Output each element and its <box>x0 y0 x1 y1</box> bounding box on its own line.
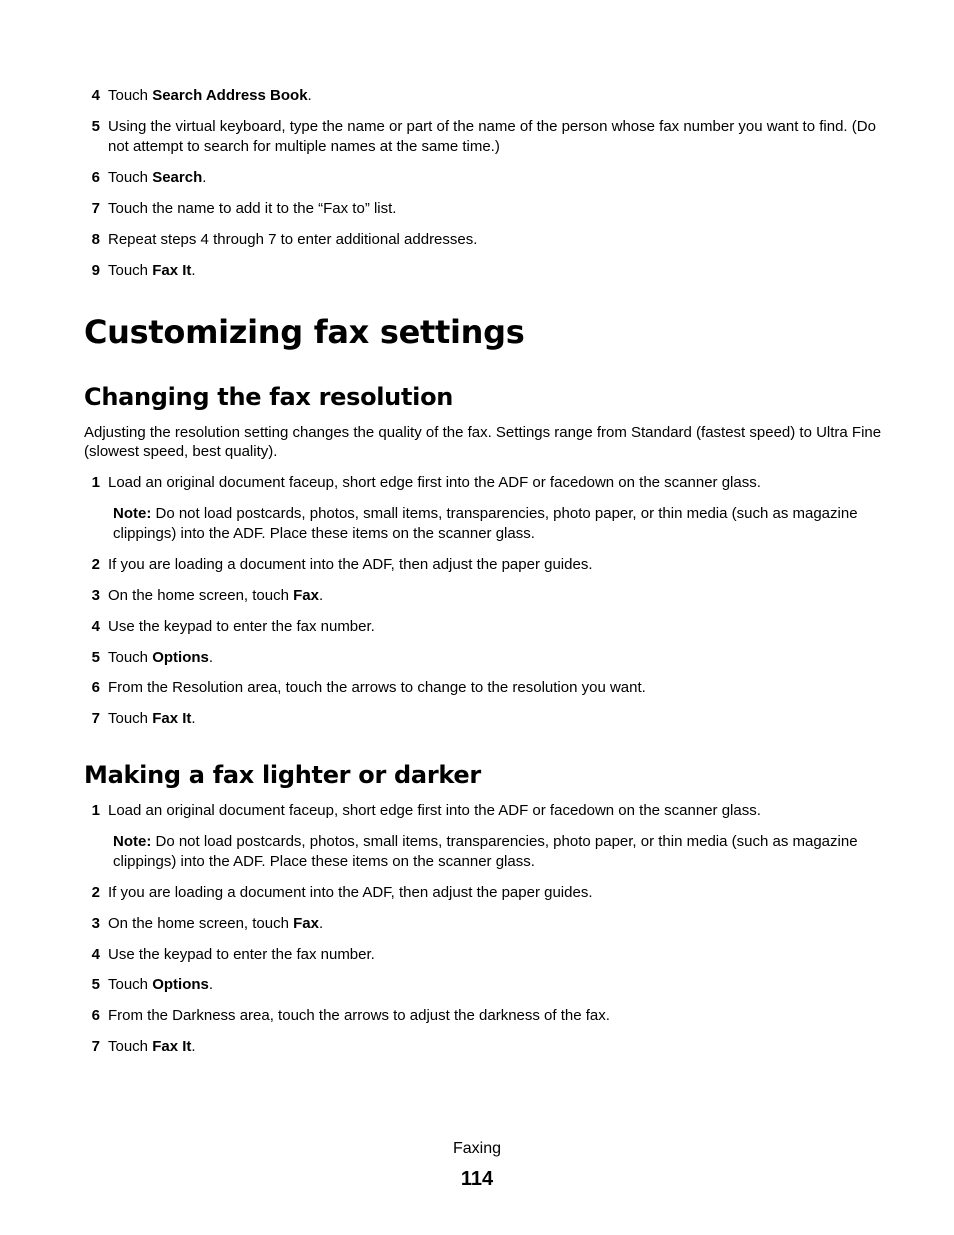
step-text: Touch Fax It. <box>108 1038 196 1055</box>
note-text: Do not load postcards, photos, small items, transparencies, photo paper, or thin media (such as magazine clippings) into the ADF. Place these items on the scanner glass. <box>113 833 858 870</box>
section-heading-darkness: Making a fax lighter or darker <box>84 761 481 789</box>
step-number: 8 <box>91 231 100 248</box>
note-label: Note: <box>113 505 152 522</box>
step-text: If you are loading a document into the ADF, then adjust the paper guides. <box>108 556 593 573</box>
step-text: Touch Options. <box>108 649 214 666</box>
step-number: 6 <box>91 169 100 186</box>
step-text: Load an original document faceup, short edge first into the ADF or facedown on the scanner glass. <box>108 802 761 819</box>
step-text: Touch the name to add it to the “Fax to” list. <box>108 200 397 217</box>
step-text: Repeat steps 4 through 7 to enter additional addresses. <box>108 231 478 248</box>
step-text: Touch Fax It. <box>108 262 196 279</box>
step-number: 7 <box>91 710 100 727</box>
step-number: 5 <box>91 976 100 993</box>
step-text: Touch Search Address Book. <box>108 87 312 104</box>
step-text: Using the virtual keyboard, type the name or part of the name of the person whose fax number you want to find. (Do not attempt to search for multiple names at the same time.) <box>108 118 876 155</box>
step-number: 6 <box>91 679 100 696</box>
step-text: Touch Fax It. <box>108 710 196 727</box>
step-number: 7 <box>91 1038 100 1055</box>
step-text: On the home screen, touch Fax. <box>108 915 324 932</box>
step-number: 7 <box>91 200 100 217</box>
step-number: 5 <box>91 649 100 666</box>
step-number: 9 <box>91 262 100 279</box>
step-text: Use the keypad to enter the fax number. <box>108 946 375 963</box>
step-text: Use the keypad to enter the fax number. <box>108 618 375 635</box>
step-text: Touch Search. <box>108 169 207 186</box>
page-number: 114 <box>460 1168 494 1190</box>
step-number: 4 <box>91 618 100 635</box>
step-number: 2 <box>91 556 100 573</box>
note-text: Do not load postcards, photos, small items, transparencies, photo paper, or thin media (such as magazine clippings) into the ADF. Place these items on the scanner glass. <box>113 505 858 542</box>
main-heading: Customizing fax settings <box>84 313 525 351</box>
note <box>113 504 883 544</box>
step-number: 2 <box>91 884 100 901</box>
step-number: 1 <box>91 802 100 819</box>
note <box>113 832 883 872</box>
step-number: 4 <box>91 946 100 963</box>
step-text: On the home screen, touch Fax. <box>108 587 324 604</box>
step-number: 5 <box>91 118 100 135</box>
step-number: 3 <box>91 587 100 604</box>
step-text: From the Resolution area, touch the arrows to change to the resolution you want. <box>108 679 646 696</box>
step-text: From the Darkness area, touch the arrows to adjust the darkness of the fax. <box>108 1007 610 1024</box>
step-text: Touch Options. <box>108 976 214 993</box>
footer-section-name: Faxing <box>452 1140 502 1157</box>
step-number: 3 <box>91 915 100 932</box>
step-text: Load an original document faceup, short edge first into the ADF or facedown on the scanner glass. <box>108 474 761 491</box>
step-text: If you are loading a document into the ADF, then adjust the paper guides. <box>108 884 593 901</box>
resolution-intro: Adjusting the resolution setting changes the quality of the fax. Settings range from Standard (fastest speed) to Ultra Fine (slowest speed, best quality). <box>84 424 882 460</box>
section-heading-resolution: Changing the fax resolution <box>84 383 454 411</box>
note-label: Note: <box>113 833 152 850</box>
step-number: 4 <box>91 87 100 104</box>
step-number: 6 <box>91 1007 100 1024</box>
step-number: 1 <box>91 474 100 491</box>
